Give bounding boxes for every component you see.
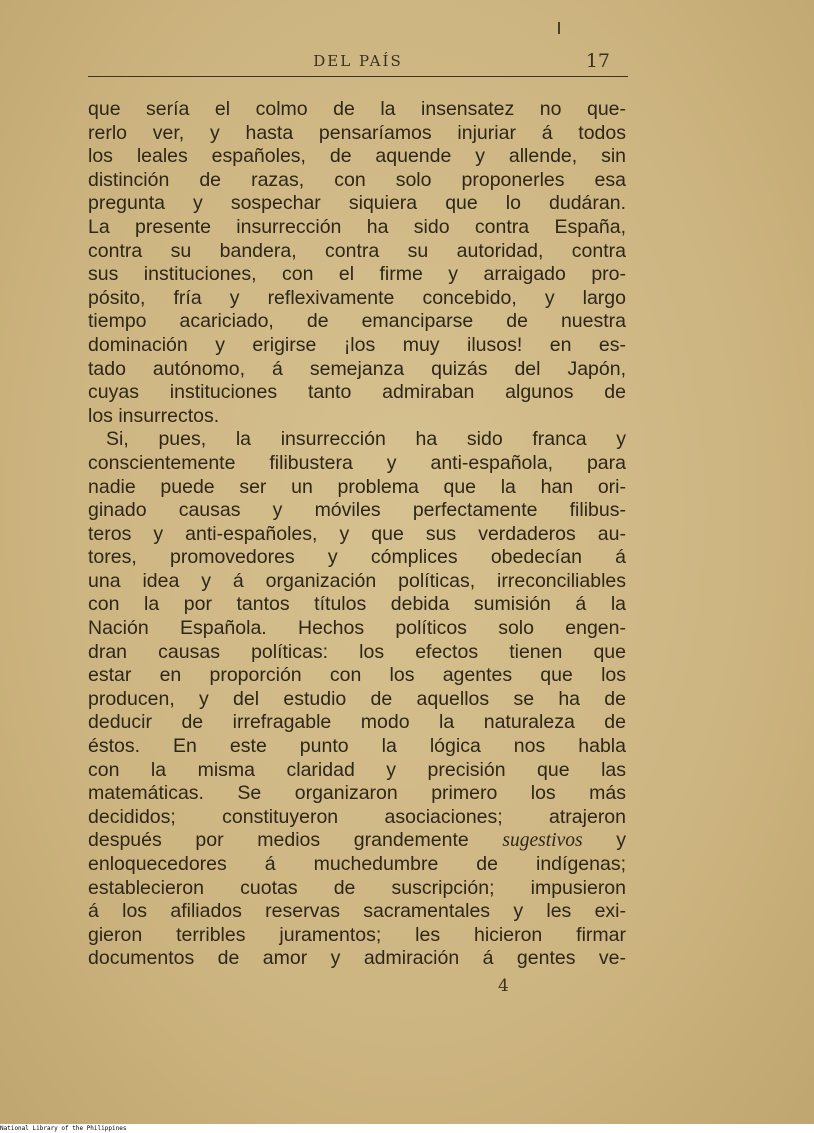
text-fragment: y	[582, 829, 627, 852]
text-line: ginado causas y móviles perfectamente filibus-	[88, 499, 626, 522]
text-line: Nación Española. Hechos políticos solo engen-	[88, 617, 626, 640]
text-line: rerlo ver, y hasta pensaríamos injuriar á todos	[88, 121, 626, 144]
text-line: contra su bandera, contra su autoridad, contra	[88, 239, 626, 262]
body-text	[88, 98, 626, 971]
text-line: deducir de irrefragable modo la naturaleza de	[88, 711, 626, 734]
text-line: tiempo acariciado, de emanciparse de nuestra	[88, 310, 626, 333]
text-line: á los afiliados reservas sacramentales y les exi-	[88, 900, 626, 923]
header-rule	[88, 76, 628, 77]
text-line: La presente insurrección ha sido contra España,	[88, 215, 626, 238]
library-credit: National Library of the Philippines	[0, 1125, 127, 1132]
text-line: tores, promovedores y cómplices obedecían á	[88, 546, 626, 569]
page-number: 17	[585, 50, 610, 72]
text-line: documentos de amor y admiración á gentes ve-	[88, 947, 626, 970]
text-line: los leales españoles, de aquende y allende, sin	[88, 145, 626, 168]
text-line: nadie puede ser un problema que la han ori-	[88, 475, 626, 498]
text-line: una idea y á organización políticas, irreconciliables	[88, 569, 626, 592]
text-line: matemáticas. Se organizaron primero los más	[88, 782, 626, 805]
italic-word: sugestivos	[502, 830, 583, 852]
margin-mark	[558, 22, 560, 34]
text-line: teros y anti-españoles, y que sus verdaderos au-	[88, 522, 626, 545]
text-line: Si, pues, la insurrección ha sido franca y	[106, 428, 626, 451]
text-line: pósito, fría y reflexivamente concebido, y largo	[88, 286, 626, 309]
text-line: distinción de razas, con solo proponerles esa	[88, 168, 626, 191]
text-line: dran causas políticas: los efectos tienen que	[88, 640, 626, 663]
text-line-with-italic	[88, 829, 626, 853]
text-line: con la misma claridad y precisión que las	[88, 758, 626, 781]
text-line: que sería el colmo de la insensatez no que-	[88, 98, 626, 120]
text-line: pregunta y sospechar siquiera que lo dudáran.	[88, 192, 626, 215]
text-fragment: después por medios grandemente	[88, 829, 503, 852]
signature-mark: 4	[498, 976, 509, 996]
text-line: éstos. En este punto la lógica nos habla	[88, 735, 626, 758]
text-line: tado autónomo, á semejanza quizás del Japón,	[88, 357, 626, 380]
text-line: establecieron cuotas de suscripción; impusieron	[88, 876, 626, 899]
text-line: estar en proporción con los agentes que los	[88, 664, 626, 687]
text-line: los insurrectos.	[88, 404, 220, 427]
text-line: enloquecedores á muchedumbre de indígenas;	[88, 853, 626, 875]
text-line: decididos; constituyeron asociaciones; atrajeron	[88, 805, 626, 828]
page-header	[88, 52, 628, 76]
text-line: conscientemente filibustera y anti-española, para	[88, 451, 626, 474]
text-line: sus instituciones, con el firme y arraigado pro-	[88, 263, 626, 286]
text-line: dominación y erigirse ¡los muy ilusos! en es-	[88, 333, 626, 356]
text-line: producen, y del estudio de aquellos se ha de	[88, 687, 626, 710]
text-line: cuyas instituciones tanto admiraban algunos de	[88, 381, 626, 404]
text-line: gieron terribles juramentos; les hicieron firmar	[88, 923, 626, 946]
running-head: DEL PAÍS	[313, 52, 403, 70]
text-line: con la por tantos títulos debida sumisión á la	[88, 593, 626, 616]
